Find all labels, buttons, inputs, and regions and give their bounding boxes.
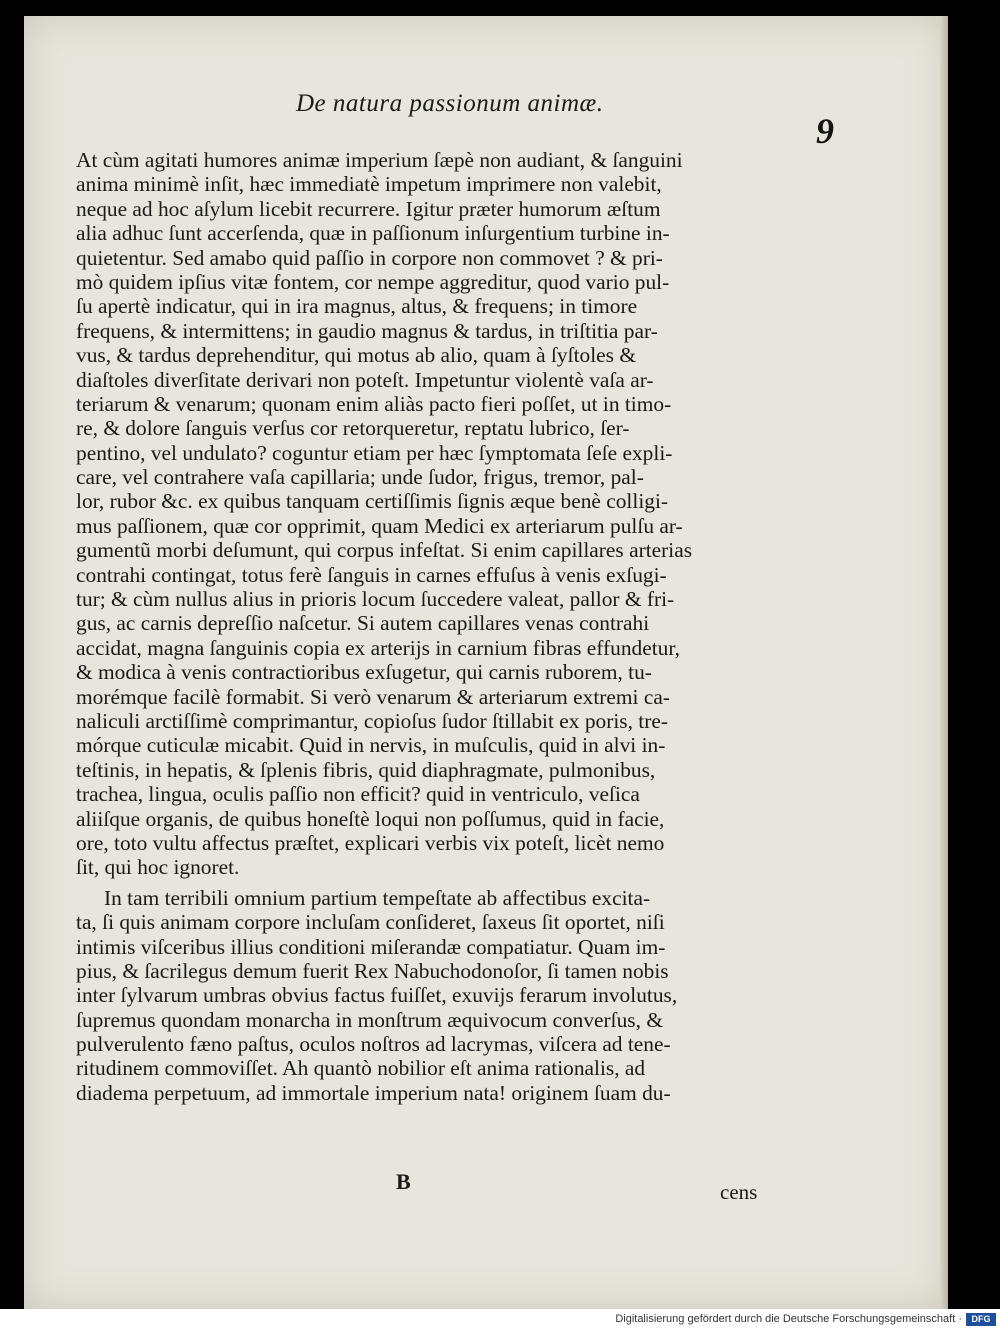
text-line: ta, ſi quis animam corpore incluſam conſideret, ſaxeus ſit oportet, niſi	[76, 910, 665, 935]
text-line: In tam terribili omnium partium tempeſtate ab affectibus excita-	[104, 885, 651, 910]
page-edge	[940, 16, 948, 1309]
text-line: quietentur. Sed amabo quid paſſio in corpore non commovet ? & pri-	[76, 245, 663, 270]
text-line: re, & dolore ſanguis verſus cor retorqueretur, reptatu lubrico, ſer-	[76, 416, 630, 441]
text-line: diaſtoles diverſitate derivari non poteſt. Impetuntur violentè vaſa ar-	[76, 367, 654, 392]
text-line: ſupremus quondam monarcha in monſtrum æquivocum converſus, &	[76, 1007, 663, 1032]
text-line: naliculi arctiſſimè comprimantur, copioſus ſudor ſtillabit ex poris, tre-	[76, 708, 668, 733]
funding-credit: Digitalisierung gefördert durch die Deutsche Forschungsgemeinschaft ·	[615, 1313, 962, 1325]
text-line: teriarum & venarum; quonam enim aliàs pacto fieri poſſet, ut in timo-	[76, 391, 672, 416]
footer-bar	[0, 1309, 1000, 1331]
text-line: & modica à venis contractioribus exſugetur, qui carnis ruborem, tu-	[76, 660, 652, 685]
text-line: alia adhuc ſunt accerſenda, quæ in paſſionum inſurgentium turbine in-	[76, 221, 670, 246]
text-line: neque ad hoc aſylum licebit recurrere. Igitur præter humorum æſtum	[76, 196, 661, 221]
dfg-logo-icon: DFG	[966, 1313, 996, 1326]
text-line: pentino, vel undulato? coguntur etiam per hæc ſymptomata ſeſe expli-	[76, 440, 673, 465]
text-line: trachea, lingua, oculis paſſio non efficit? quid in ventriculo, veſica	[76, 782, 640, 807]
text-line: inter ſylvarum umbras obvius factus fuiſſet, exuvijs ferarum involutus,	[76, 983, 678, 1008]
text-line: gus, ac carnis depreſſio naſcetur. Si autem capillares venas contrahi	[76, 611, 650, 636]
text-line: anima minimè inſit, hæc immediatè impetum imprimere non valebit,	[76, 172, 662, 197]
text-line: morémque facilè formabit. Si verò venarum & arteriarum extremi ca-	[76, 684, 670, 709]
text-line: contrahi contingat, totus ferè ſanguis in carnes effuſus à venis exſugi-	[76, 562, 667, 587]
text-line: gumentũ morbi deſumunt, qui corpus infeſtat. Si enim capillares arterias	[76, 538, 693, 563]
text-line: pulverulento fæno paſtus, oculos noſtros ad lacrymas, viſcera ad tene-	[76, 1032, 671, 1057]
text-line: ore, toto vultu affectus præſtet, explicari verbis vix poteſt, licèt nemo	[76, 830, 665, 855]
text-line: pius, & ſacrilegus demum fuerit Rex Nabuchodonoſor, ſi tamen nobis	[76, 958, 669, 983]
text-line: mus paſſionem, quæ cor opprimit, quam Medici ex arteriarum pulſu ar-	[76, 513, 683, 538]
running-head: De natura passionum animæ.	[296, 90, 604, 117]
page-number: 9	[816, 111, 834, 151]
text-line: tur; & cùm nullus alius in prioris locum ſuccedere valeat, pallor & fri-	[76, 587, 675, 612]
text-line: At cùm agitati humores animæ imperium ſæpè non audiant, & ſanguini	[76, 148, 683, 172]
text-line: lor, rubor &c. ex quibus tanquam certiſſimis ſignis æque benè colligi-	[76, 489, 669, 514]
text-line: mórque cuticulæ micabit. Quid in nervis, in muſculis, quid in alvi in-	[76, 733, 666, 758]
text-line: mò quidem ipſius vitæ fontem, cor nempe aggreditur, quod vario pul-	[76, 269, 670, 294]
signature-mark: B	[396, 1169, 411, 1194]
text-line: accidat, magna ſanguinis copia ex arterijs in carnium fibras effundetur,	[76, 635, 680, 660]
text-line: teſtinis, in hepatis, & ſplenis fibris, quid diaphragmate, pulmonibus,	[76, 757, 656, 782]
text-line: ſit, qui hoc ignoret.	[76, 855, 240, 880]
text-line: frequens, & intermittens; in gaudio magnus & tardus, in triſtitia par-	[76, 318, 658, 343]
text-line: vus, & tardus deprehenditur, qui motus ab alio, quam à ſyſtoles &	[76, 343, 636, 368]
book-page	[24, 16, 948, 1309]
body-text	[76, 148, 846, 1105]
text-line: ritudinem commoviſſet. Ah quantò nobilior eſt anima rationalis, ad	[76, 1056, 646, 1081]
text-line: intimis viſceribus illius conditioni miſerandæ compatiatur. Quam im-	[76, 934, 666, 959]
text-line: ſu apertè indicatur, qui in ira magnus, altus, & frequens; in timore	[76, 294, 638, 319]
text-line: aliiſque organis, de quibus honeſtè loqui non poſſumus, quid in facie,	[76, 806, 665, 831]
text-line: diadema perpetuum, ad immortale imperium nata! originem ſuam du-	[76, 1080, 671, 1105]
text-line: care, vel contrahere vaſa capillaria; unde ſudor, frigus, tremor, pal-	[76, 465, 644, 490]
catchword: cens	[720, 1180, 758, 1204]
